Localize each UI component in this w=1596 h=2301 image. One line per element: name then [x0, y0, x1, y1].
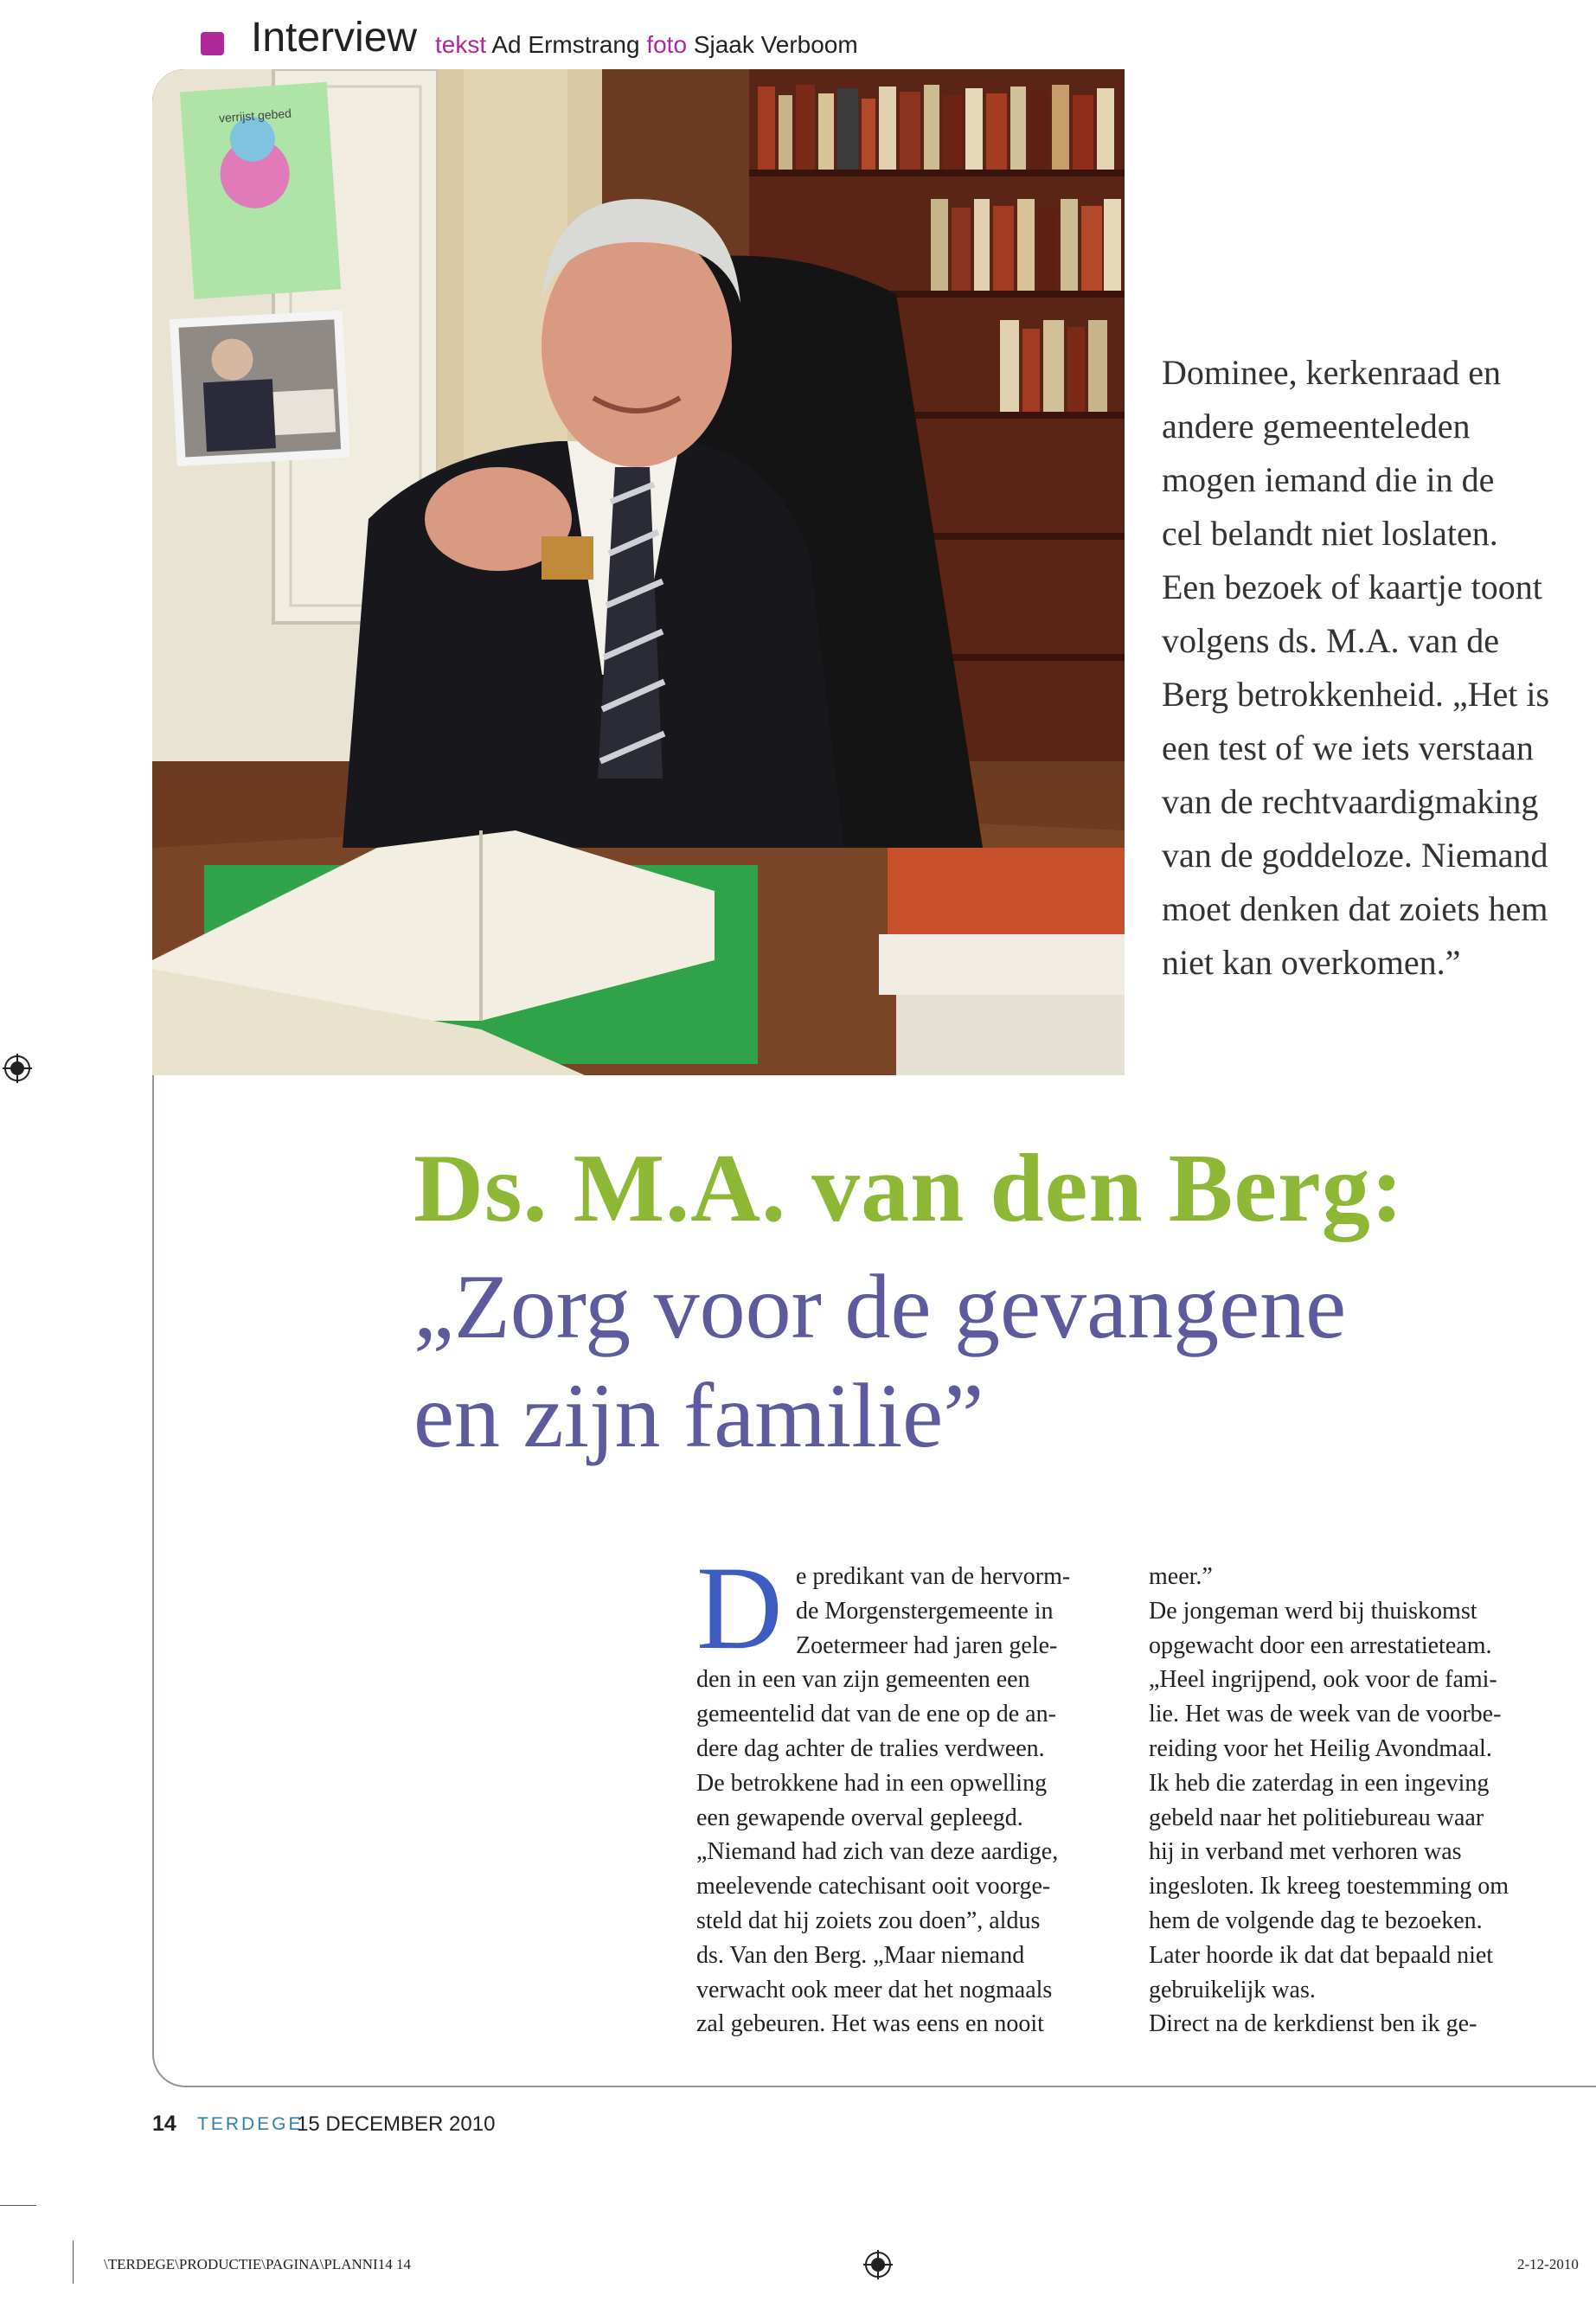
portrait-photo	[152, 69, 1125, 1075]
body-line: meer.”	[1149, 1563, 1213, 1590]
registration-mark-icon	[3, 1054, 32, 1083]
pull-quote	[1162, 346, 1594, 990]
body-line: De jongeman werd bij thuiskomst	[1149, 1597, 1477, 1625]
section-label: Interview	[251, 15, 418, 61]
body-line: reiding voor het Heilig Avondmaal.	[1149, 1734, 1492, 1762]
body-line: gebruikelijk was.	[1149, 1976, 1316, 2003]
credits	[435, 31, 858, 59]
body-line: lie. Het was de week van de voorbe-	[1149, 1701, 1502, 1728]
body-line: ds. Van den Berg. „Maar niemand	[696, 1941, 1025, 1969]
body-line: ingesloten. Ik kreeg toestemming om	[1149, 1873, 1509, 1900]
body-line: dere dag achter de tralies verdween.	[696, 1734, 1045, 1762]
pull-quote-line: Een bezoek of kaartje toont	[1162, 567, 1542, 606]
pull-quote-line: van de rechtvaardigmaking	[1162, 782, 1539, 821]
text-label: tekst	[435, 31, 487, 58]
drop-cap: D	[696, 1541, 783, 1674]
photographer-name: Sjaak Verboom	[693, 31, 858, 58]
issue-date: 15 DECEMBER 2010	[297, 2112, 496, 2136]
pull-quote-line: Dominee, kerkenraad en	[1162, 353, 1502, 392]
pull-quote-line: een test of we iets verstaan	[1162, 728, 1534, 767]
crop-mark	[73, 2240, 74, 2284]
pull-quote-line: moet denken dat zoiets hem	[1162, 889, 1548, 928]
pull-quote-line: cel belandt niet loslaten.	[1162, 514, 1498, 553]
body-line: Later hoorde ik dat dat bepaald niet	[1149, 1941, 1494, 1969]
body-line: steld dat hij zoiets zou doen”, aldus	[696, 1907, 1041, 1934]
registration-mark-icon	[863, 2250, 893, 2279]
body-line: opgewacht door een arrestatieteam.	[1149, 1631, 1492, 1659]
headline-subtitle	[413, 1253, 1346, 1471]
body-line: Zoetermeer had jaren gele-	[796, 1631, 1058, 1659]
headline-name: Ds. M.A. van den Berg:	[413, 1135, 1405, 1242]
pull-quote-line: Berg betrokkenheid. „Het is	[1162, 675, 1550, 714]
body-line: meelevende catechisant ooit voorge-	[696, 1873, 1051, 1900]
headline-subtitle-line: en zijn familie”	[413, 1365, 984, 1466]
photo-label: foto	[646, 31, 688, 58]
body-line: gemeentelid dat van de ene op de an-	[696, 1701, 1056, 1728]
body-line: verwacht ook meer dat het nogmaals	[696, 1976, 1053, 2003]
portrait-illustration	[152, 69, 1125, 1075]
body-line: hem de volgende dag te bezoeken.	[1149, 1907, 1483, 1934]
body-line: „Heel ingrijpend, ook voor de fami-	[1149, 1666, 1497, 1694]
body-line: zal gebeuren. Het was eens en nooit	[696, 2010, 1044, 2038]
pull-quote-line: mogen iemand die in de	[1162, 460, 1495, 499]
body-line: gebeld naar het politiebureau waar	[1149, 1804, 1484, 1831]
author-name: Ad Ermstrang	[491, 31, 640, 58]
body-line: Direct na de kerkdienst ben ik ge-	[1149, 2010, 1477, 2038]
body-column-1	[696, 1560, 1129, 2041]
crop-mark	[0, 2205, 36, 2206]
magazine-name: TERDEGE	[197, 2114, 304, 2134]
body-line: e predikant van de hervorm-	[796, 1563, 1071, 1590]
body-line: Ik heb die zaterdag in een ingeving	[1149, 1769, 1490, 1797]
body-line: „Niemand had zich van deze aardige,	[696, 1838, 1059, 1866]
body-line: den in een van zijn gemeenten een	[696, 1666, 1030, 1694]
body-column-2	[1149, 1560, 1581, 2041]
headline-subtitle-line: „Zorg voor de gevangene	[413, 1256, 1347, 1357]
page-number: 14	[152, 2112, 176, 2136]
note-text: verrijst gebed	[218, 106, 292, 125]
body-line: een gewapende overval gepleegd.	[696, 1804, 1023, 1831]
body-line: de Morgenstergemeente in	[796, 1597, 1054, 1625]
pull-quote-line: andere gemeenteleden	[1162, 407, 1471, 445]
section-marker	[201, 32, 224, 55]
body-line: De betrokkene had in een opwelling	[696, 1769, 1048, 1797]
slug-path: \TERDEGE\PRODUCTIE\PAGINA\PLANNI14 14	[104, 2256, 411, 2272]
pull-quote-line: volgens ds. M.A. van de	[1162, 621, 1499, 660]
body-line: hij in verband met verhoren was	[1149, 1838, 1462, 1866]
slug-date: 2-12-2010	[1517, 2256, 1579, 2272]
pull-quote-line: niet kan overkomen.”	[1162, 943, 1461, 982]
pull-quote-line: van de goddeloze. Niemand	[1162, 836, 1548, 875]
